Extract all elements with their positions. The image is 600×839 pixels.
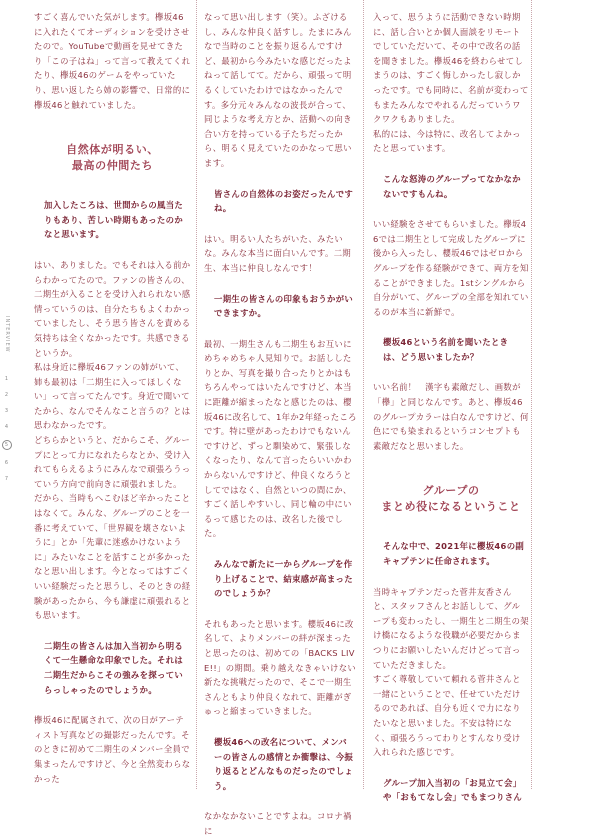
paragraph: 私は身近に欅坂46ファンの姉がいて、姉も最初は「二期生に入ってほしくない」って言ってたんです。身近で聞いてたから、なんでそんなこと言うの？とは思わなかったです。: [34, 362, 191, 431]
page-number-current: 5: [2, 440, 12, 450]
paragraph: だから、当時もへこむほど辛かったことはなくて。みんな、グループのことを一番に考えていて、「世界観を壊さないように」とか「先輩に迷惑かけないように」みたいなことを話すことが多かったなと思い出します。今となってはすごくいい経験だったと思うし、そのときの経験があったから、今も謙虚に頑張れるとも思います。: [34, 493, 191, 621]
column-divider: [196, 0, 197, 789]
interview-question: 加入したころは、世間からの風当たりもあり、苦しい時期もあったのかなと思います。: [44, 200, 184, 240]
text-column-1: [34, 10, 191, 797]
paragraph: なって思い出します（笑）。ふざけるし、みんな仲良く話すし。たまにみんなで当時のことを振り返るんですけど、最初から今みたいな感じだったよねって話してて。だから、頑張って明るくしていたわけではなかったんです。多分元々みんなの波長が合って、同じような考え方とか、活動への向き合い方を持っている子たちだったから、明るく見えていたのかなって思います。: [204, 12, 352, 168]
text-column-3: [373, 10, 529, 803]
column-divider: [531, 0, 532, 789]
section-heading: まとめ役になるということ: [381, 500, 521, 514]
paragraph: はい。明るい人たちがいた、みたいな。みんな本当に面白いんです。二期生、本当に仲良しなんです！: [204, 233, 352, 273]
paragraph: 当時キャプテンだった菅井友香さんと、スタッフさんとお話しして、グループも変わったし、一期生と二期生の架け橋になるような役職が必要だからまつりにお願いしたいんだけどって言っていただきました。: [373, 586, 529, 670]
page-number: 3: [4, 407, 10, 414]
paragraph: どちらかというと、だからこそ、グループにとって力になれたらなとか、受け入れてもらえるようにみんなで頑張ろうっていう方向で前向きに頑張れました。: [34, 435, 191, 489]
interview-question: グループ加入当初の「お見立て会」や「おもてなし会」でもまつりさん: [383, 777, 523, 803]
interview-question: 櫻坂46という名前を聞いたときは、どう思いましたか？: [383, 337, 509, 362]
paragraph: すごく喜んでいた気がします。欅坂46に入れたくてオーディションを受けさせたので。YouTubeで動画を見せてきたり「この子はね」って言って教えてくれたり、欅坂46のゲームをやっていたり、思い返したら姉の影響で、日常的に欅坂46と触れていました。: [34, 12, 191, 110]
page-number: 2: [4, 391, 10, 398]
paragraph: 欅坂46に配属されて、次の日がアーティスト写真などの撮影だったんです。そのときに初めて二期生のメンバー全員で集まったんですけど、今と全然変わらなかった: [34, 715, 191, 784]
paragraph: 私的には、今は特に、改名してよかったと思っています。: [373, 128, 521, 154]
paragraph: 最初、一期生さんも二期生もお互いにめちゃめちゃ人見知りで。お話ししたりとか、写真を撮り合ったりとかはもちろんやってはいたんですけど、本当に距離が縮まったなと感じたのは、櫻坂46に改名して、1年か2年経ったころです。特に壁があったわけでもないんですけど、ずっと馴染めて、緊張しなくなったり、なんて言ったらいいかわからないんですけど、仲良くなろうとしてではなく、自然といつの間にか、すごく話しやすいし、同じ輪の中にいるって感じたのは、改名した後でした。: [204, 338, 357, 539]
page-number: 4: [4, 423, 10, 430]
page-number: 6: [4, 459, 10, 466]
paragraph: 入って、思うように活動できない時期に、話し合いとか個人面談をリモートでしていただいて、その中で改名の話を聞きました。欅坂46を終わらせてしまうのは、すごく悔しかったし寂しかったです。でも同時に、名前が変わってもまたみんなでやれるんだっていうワクワクもありました。: [373, 12, 529, 125]
interview-question: 一期生の皆さんの印象もおうかがいできますか。: [214, 293, 354, 319]
paragraph: いい経験をさせてもらいました。欅坂46では二期生として完成したグループに後から入ったし、櫻坂46ではゼロからグループを作る経験ができて、両方を知ることができました。1stシングルから自分がいて、グループの全部を知れているのが本当に新鮮で。: [373, 219, 529, 317]
paragraph: すごく尊敬していて頼れる菅井さんと一緒にということで、任せていただけるのであれば、自分も近くで力になりたいなと思いました。不安は特になく、頑張ろうってわりとすんなり受け入れられた感じです。: [373, 674, 521, 758]
paragraph: なかなかないことですよね。コロナ禍に: [204, 811, 352, 836]
text-column-2: [204, 10, 358, 836]
interview-page-nav: [0, 316, 14, 487]
paragraph: はい、ありました。でもそれは入る前からわかってたので。ファンの皆さんの、二期生が入ることを受け入れられない感情っていうのは、自分たちもよくわかっていましたし、そう思う皆さんを責める気持ちは全くなかったです。共感できるというか。: [34, 259, 191, 358]
interview-question: みんなで新たに一からグループを作り上げることで、結束感が高まったのでしょうか？: [214, 559, 353, 599]
section-label: INTERVIEW: [4, 316, 10, 353]
paragraph: いい名前！ 漢字も素敵だし、画数が「欅」と同じなんです。あと、欅坂46のグループカラーは白なんですけど、何色にでも染まれるというコンセプトも素敵だなと思いました。: [373, 382, 529, 451]
section-heading: 最高の仲間たち: [71, 159, 154, 173]
page-number: 1: [4, 375, 10, 382]
page-number: 7: [4, 475, 10, 482]
section-heading: 自然体が明るい、: [66, 143, 159, 157]
interview-question: そんな中で、2021年に櫻坂46の副キャプテンに任命されます。: [383, 541, 525, 567]
interview-question: 二期生の皆さんは加入当初から明るくて一生懸命な印象でした。それは二期生だからこその強みを探っていらっしゃったのでしょうか。: [44, 640, 184, 695]
interview-question: こんな怒涛のグループってなかなかないですもんね。: [383, 173, 521, 199]
column-divider: [363, 0, 364, 789]
interview-question: 櫻坂46への改名について、メンバーの皆さんの感情とか衝撃は、今振り返るとどんなものだったのでしょう。: [214, 736, 354, 791]
interview-question: 皆さんの自然体のお姿だったんですね。: [214, 188, 354, 214]
paragraph: それもあったと思います。櫻坂46に改名して、よりメンバーの絆が深まったと思ったのは、初めての「BACKS LIVE!!」の期間。乗り越えなきゃいけない新たな挑戦だったので、そこで一期生さんともより仲良くなれて、距離がぎゅっと縮まっていきました。: [204, 618, 357, 717]
section-heading: グループの: [422, 484, 480, 498]
